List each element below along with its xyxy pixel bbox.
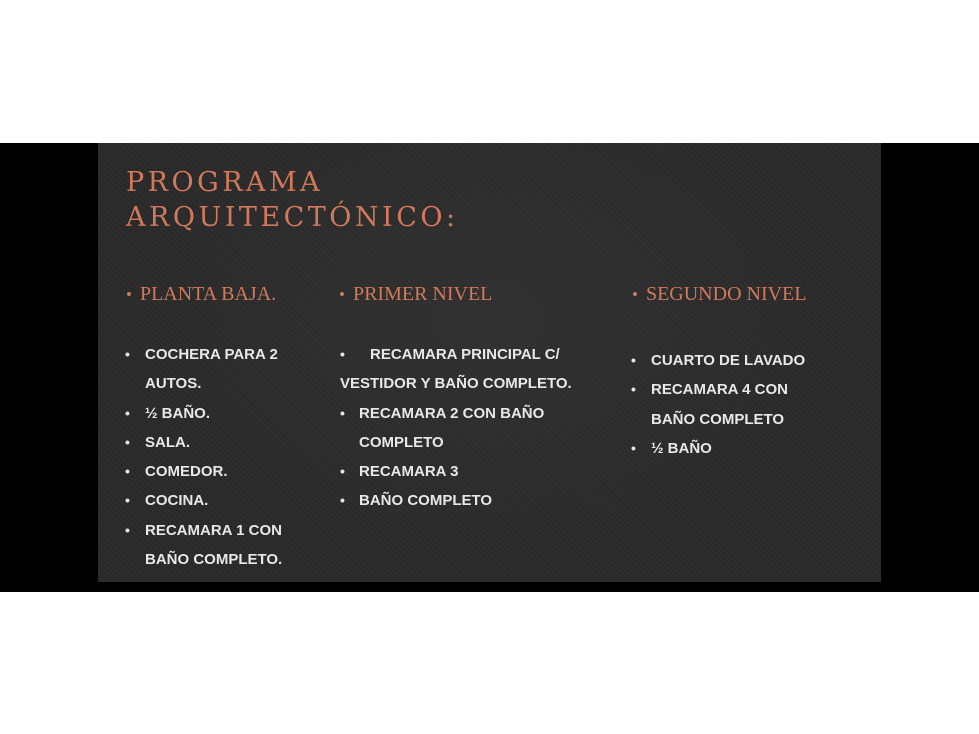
bullet-icon: • bbox=[125, 521, 130, 538]
list-item-text: RECAMARA 2 CON BAÑO bbox=[359, 404, 545, 422]
list-primer-nivel bbox=[340, 340, 572, 516]
slide-title-line-1: PROGRAMA bbox=[126, 167, 324, 198]
column-heading-label: PRIMER NIVEL bbox=[352, 283, 493, 305]
bullet-icon: • bbox=[126, 285, 132, 304]
list-item bbox=[340, 340, 572, 399]
list-item-text: COCHERA PARA 2 bbox=[145, 346, 278, 363]
bullet-icon: • bbox=[631, 352, 636, 368]
list-item bbox=[125, 516, 283, 575]
list-item-text: BAÑO COMPLETO bbox=[359, 492, 493, 510]
list-item-text: RECAMARA 3 bbox=[359, 463, 459, 481]
bullet-icon: • bbox=[125, 404, 130, 421]
list-item-text: ½ BAÑO. bbox=[145, 404, 211, 422]
list-item-text: BAÑO COMPLETO. bbox=[145, 551, 283, 569]
list-item-text: VESTIDOR Y BAÑO COMPLETO. bbox=[340, 375, 572, 393]
list-item-text: RECAMARA 1 CON bbox=[145, 521, 282, 539]
list-item bbox=[125, 340, 282, 399]
list-item bbox=[631, 346, 806, 375]
list-item-text: BAÑO COMPLETO bbox=[651, 410, 785, 428]
list-item bbox=[631, 375, 805, 434]
list-item bbox=[125, 457, 282, 486]
bullet-icon: • bbox=[340, 492, 345, 509]
list-item bbox=[340, 457, 572, 486]
list-item-text: ½ BAÑO bbox=[651, 439, 712, 457]
list-item bbox=[125, 486, 282, 515]
bullet-icon: • bbox=[631, 381, 636, 398]
bullet-icon: • bbox=[632, 285, 638, 304]
list-item-text: RECAMARA PRINCIPAL C/ bbox=[370, 346, 560, 363]
bullet-icon: • bbox=[340, 346, 345, 362]
bullet-icon: • bbox=[125, 463, 130, 480]
bullet-icon: • bbox=[125, 433, 130, 450]
list-item bbox=[340, 486, 572, 515]
bullet-icon: • bbox=[125, 492, 130, 509]
bullet-icon: • bbox=[339, 285, 345, 304]
list-item bbox=[125, 399, 282, 428]
column-heading-label: SEGUNDO NIVEL bbox=[645, 283, 807, 305]
column-heading-primer-nivel bbox=[339, 283, 492, 306]
list-item-text: COMPLETO bbox=[359, 433, 444, 451]
list-item-text: AUTOS. bbox=[145, 375, 202, 393]
list-planta-baja bbox=[125, 340, 283, 574]
list-item-text: CUARTO DE LAVADO bbox=[651, 352, 806, 369]
column-heading-planta-baja bbox=[126, 283, 276, 306]
list-item-text: COMEDOR. bbox=[145, 463, 228, 481]
list-item-text: COCINA. bbox=[145, 492, 209, 510]
column-heading-segundo-nivel bbox=[632, 283, 807, 306]
slide-title bbox=[126, 165, 459, 235]
bullet-icon: • bbox=[340, 463, 345, 480]
column-heading-label: PLANTA BAJA. bbox=[139, 283, 277, 305]
presentation-slide bbox=[98, 143, 881, 582]
list-segundo-nivel bbox=[631, 346, 806, 463]
list-item-text: SALA. bbox=[145, 433, 190, 451]
slide-title-line-2: ARQUITECTÓNICO: bbox=[126, 202, 459, 233]
bullet-icon: • bbox=[125, 346, 130, 362]
bullet-icon: • bbox=[340, 404, 345, 421]
bullet-icon: • bbox=[631, 439, 636, 456]
list-item bbox=[631, 434, 805, 463]
list-item bbox=[340, 399, 572, 458]
list-item-text: RECAMARA 4 CON bbox=[651, 381, 788, 399]
list-item bbox=[125, 428, 282, 457]
